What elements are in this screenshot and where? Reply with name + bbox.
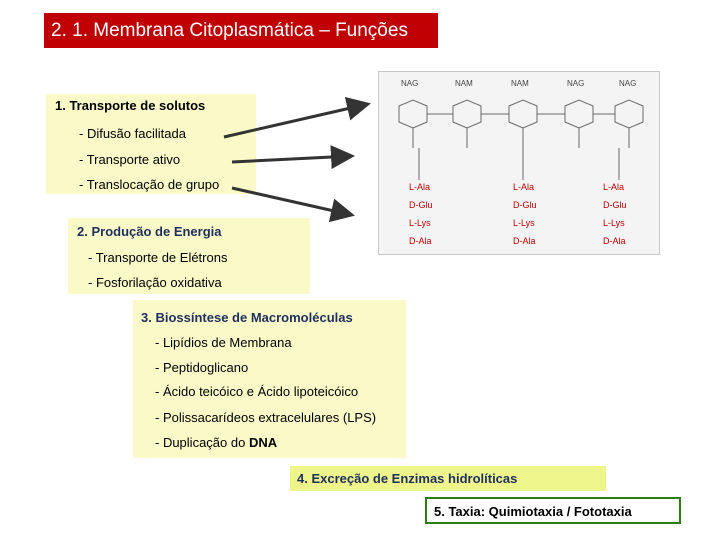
chain3-residue: L-Lys: [603, 218, 625, 228]
chain1-residue: D-Glu: [409, 200, 433, 210]
dna-label: DNA: [248, 435, 278, 450]
section5-text: 5. Taxia: Quimiotaxia / Fototaxia: [434, 504, 632, 519]
section4-text: 4. Excreção de Enzimas hidrolíticas: [297, 471, 518, 486]
section1-heading: 1. Transporte de solutos: [55, 98, 206, 113]
section3-item: - Ácido teicóico e Ácido lipoteicóico: [155, 384, 359, 399]
sugar-ring: [565, 100, 593, 128]
sugar-ring: [509, 100, 537, 128]
sugar-ring: [453, 100, 481, 128]
section1-item: - Difusão facilitada: [79, 126, 186, 141]
chain3-residue: L-Ala: [603, 182, 625, 192]
arrow-to-active: [232, 156, 352, 162]
arrow-to-diffusion: [224, 104, 368, 137]
section3-number: 3.: [141, 310, 152, 325]
section3-item: - Polissacarídeos extracelulares (LPS): [155, 410, 377, 425]
chain3-residue: D-Ala: [603, 236, 626, 246]
section3-last-prefix: - Duplicação do: [155, 435, 249, 450]
slide-title: 2. 1. Membrana Citoplasmática – Funções: [44, 13, 438, 48]
peptidoglycan-diagram: [379, 72, 659, 254]
section2-number: 2.: [77, 224, 88, 239]
sugar-label: NAG: [567, 79, 585, 88]
arrow-to-group: [232, 188, 352, 215]
chain2-residue: D-Glu: [513, 200, 537, 210]
chain1-residue: D-Ala: [409, 236, 432, 246]
sugar-ring: [615, 100, 643, 128]
sugar-label: NAM: [455, 79, 473, 88]
chain2-residue: L-Ala: [513, 182, 535, 192]
sugar-label: NAM: [511, 79, 529, 88]
chain3-residue: D-Glu: [603, 200, 627, 210]
section3-item: - Lipídios de Membrana: [155, 335, 292, 350]
peptidoglycan-figure: [378, 71, 660, 255]
section3-heading: Biossíntese de Macromoléculas: [155, 310, 353, 325]
section2-heading: Produção de Energia: [91, 224, 222, 239]
chain2-residue: D-Ala: [513, 236, 536, 246]
section1-item: - Transporte ativo: [79, 152, 181, 167]
chain2-residue: L-Lys: [513, 218, 535, 228]
section2-item: - Transporte de Elétrons: [88, 250, 228, 265]
section3-item: - Peptidoglicano: [155, 360, 249, 375]
sugar-label: NAG: [401, 79, 419, 88]
chain1-residue: L-Ala: [409, 182, 431, 192]
chain1-residue: L-Lys: [409, 218, 431, 228]
section1-item: - Translocação de grupo: [79, 177, 220, 192]
sugar-label: NAG: [619, 79, 637, 88]
section2-item: - Fosforilação oxidativa: [88, 275, 222, 290]
sugar-ring: [399, 100, 427, 128]
